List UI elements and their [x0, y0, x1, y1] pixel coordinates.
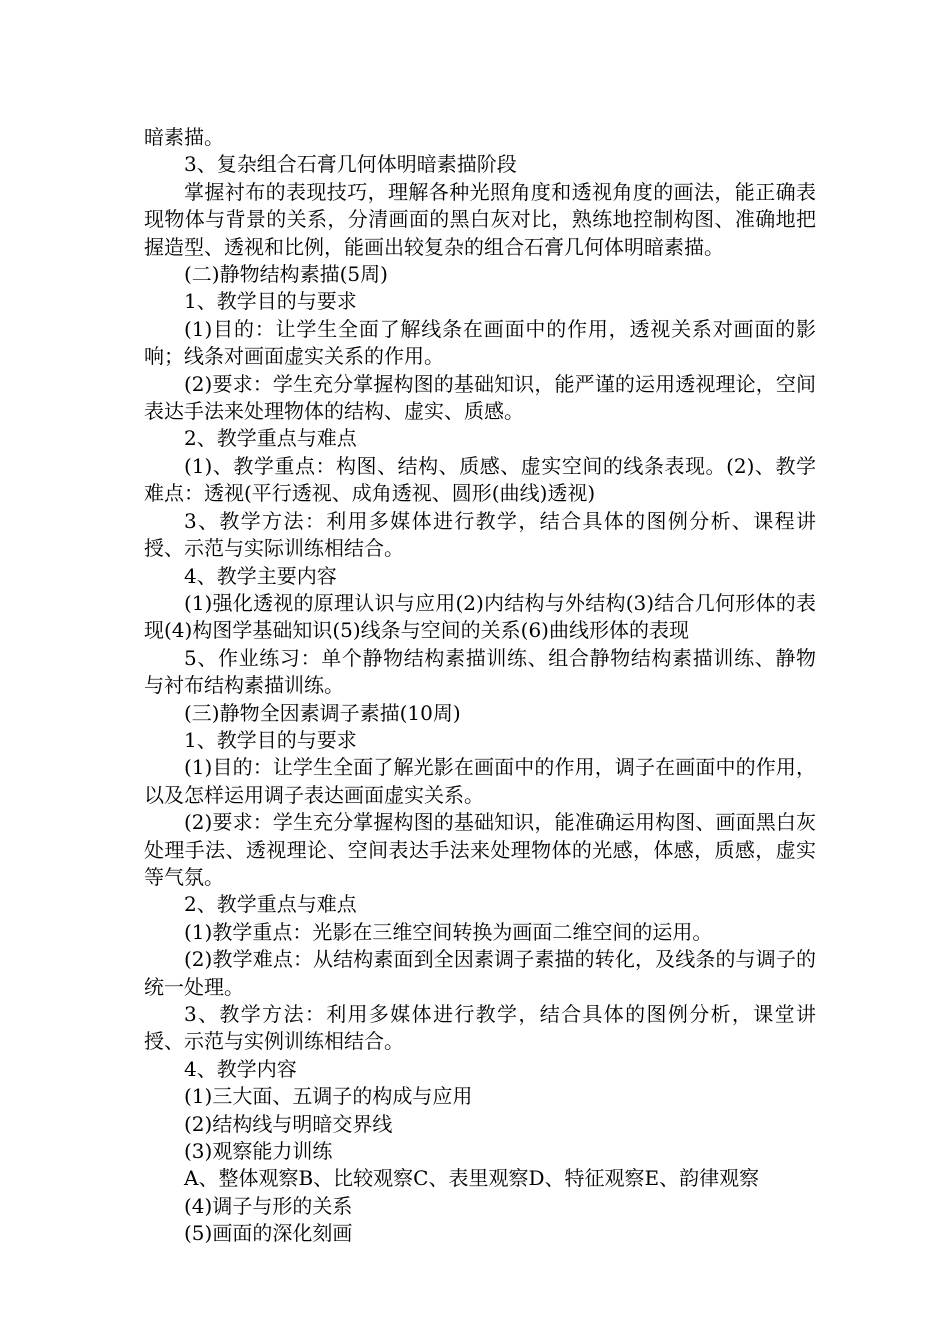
list-item: (5)画面的深化刻画 — [184, 1221, 353, 1246]
paragraph-goal: (1)目的：让学生全面了解线条在画面中的作用，透视关系对画面的影响；线条对画面虚实关系的作用。 — [144, 316, 816, 369]
paragraph-method: 3、教学方法：利用多媒体进行教学，结合具体的图例分析，课堂讲授、示范与实例训练相结合。 — [144, 1002, 816, 1054]
paragraph-key-points: (1)、教学重点：构图、结构、质感、虚实空间的线条表现。(2)、教学难点：透视(平行透视、成角透视、圆形(曲线)透视) — [144, 453, 816, 506]
paragraph-requirement: (2)要求：学生充分掌握构图的基础知识，能严谨的运用透视理论，空间表达手法来处理物体的结构、虚实、质感。 — [144, 371, 816, 424]
paragraph-content-list: (1)强化透视的原理认识与应用(2)内结构与外结构(3)结合几何形体的表现(4)构图学基础知识(5)线条与空间的关系(6)曲线形体的表现 — [144, 590, 816, 643]
list-item: (2)结构线与明暗交界线 — [184, 1111, 393, 1136]
paragraph-continuation: 暗素描。 — [144, 125, 224, 149]
document-page — [144, 124, 816, 1248]
subheading-main-content: 4、教学主要内容 — [184, 563, 337, 588]
section-heading-still-life-structure: (二)静物结构素描(5周) — [184, 262, 388, 287]
paragraph-difficulty: (2)教学难点：从结构素面到全因素调子素描的转化，及线条的与调子的统一处理。 — [144, 947, 816, 999]
subheading-content: 4、教学内容 — [184, 1056, 297, 1081]
paragraph-key-point: (1)教学重点：光影在三维空间转换为画面二维空间的运用。 — [184, 919, 713, 944]
paragraph-homework: 5、作业练习：单个静物结构素描训练、组合静物结构素描训练、静物与衬布结构素描训练。 — [144, 645, 816, 698]
list-item: (1)三大面、五调子的构成与应用 — [184, 1084, 473, 1109]
paragraph-body: 掌握衬布的表现技巧，理解各种光照角度和透视角度的画法，能正确表现物体与背景的关系，分清画面的黑白灰对比，熟练地控制构图、准确地把握造型、透视和比例，能画出较复杂的组合石膏几何体明暗素描。 — [144, 179, 816, 259]
paragraph-goal: (1)目的：让学生全面了解光影在画面中的作用，调子在画面中的作用，以及怎样运用调子表达画面虚实关系。 — [144, 755, 816, 807]
section-heading-full-tone: (三)静物全因素调子素描(10周) — [184, 700, 461, 725]
section-heading-complex-plaster: 3、复杂组合石膏几何体明暗素描阶段 — [184, 152, 517, 177]
subheading-key-points: 2、教学重点与难点 — [184, 892, 357, 917]
list-item: (3)观察能力训练 — [184, 1139, 333, 1164]
subheading-goals: 1、教学目的与要求 — [184, 289, 357, 314]
paragraph-requirement: (2)要求：学生充分掌握构图的基础知识，能准确运用构图、画面黑白灰处理手法、透视理论、空间表达手法来处理物体的光感，体感，质感，虚实等气氛。 — [144, 810, 816, 889]
subheading-key-points: 2、教学重点与难点 — [184, 426, 357, 451]
paragraph-method: 3、教学方法：利用多媒体进行教学，结合具体的图例分析、课程讲授、示范与实际训练相结合。 — [144, 508, 816, 561]
list-item-observation-types: A、整体观察B、比较观察C、表里观察D、特征观察E、韵律观察 — [184, 1166, 760, 1191]
list-item: (4)调子与形的关系 — [184, 1193, 353, 1218]
subheading-goals: 1、教学目的与要求 — [184, 727, 357, 752]
